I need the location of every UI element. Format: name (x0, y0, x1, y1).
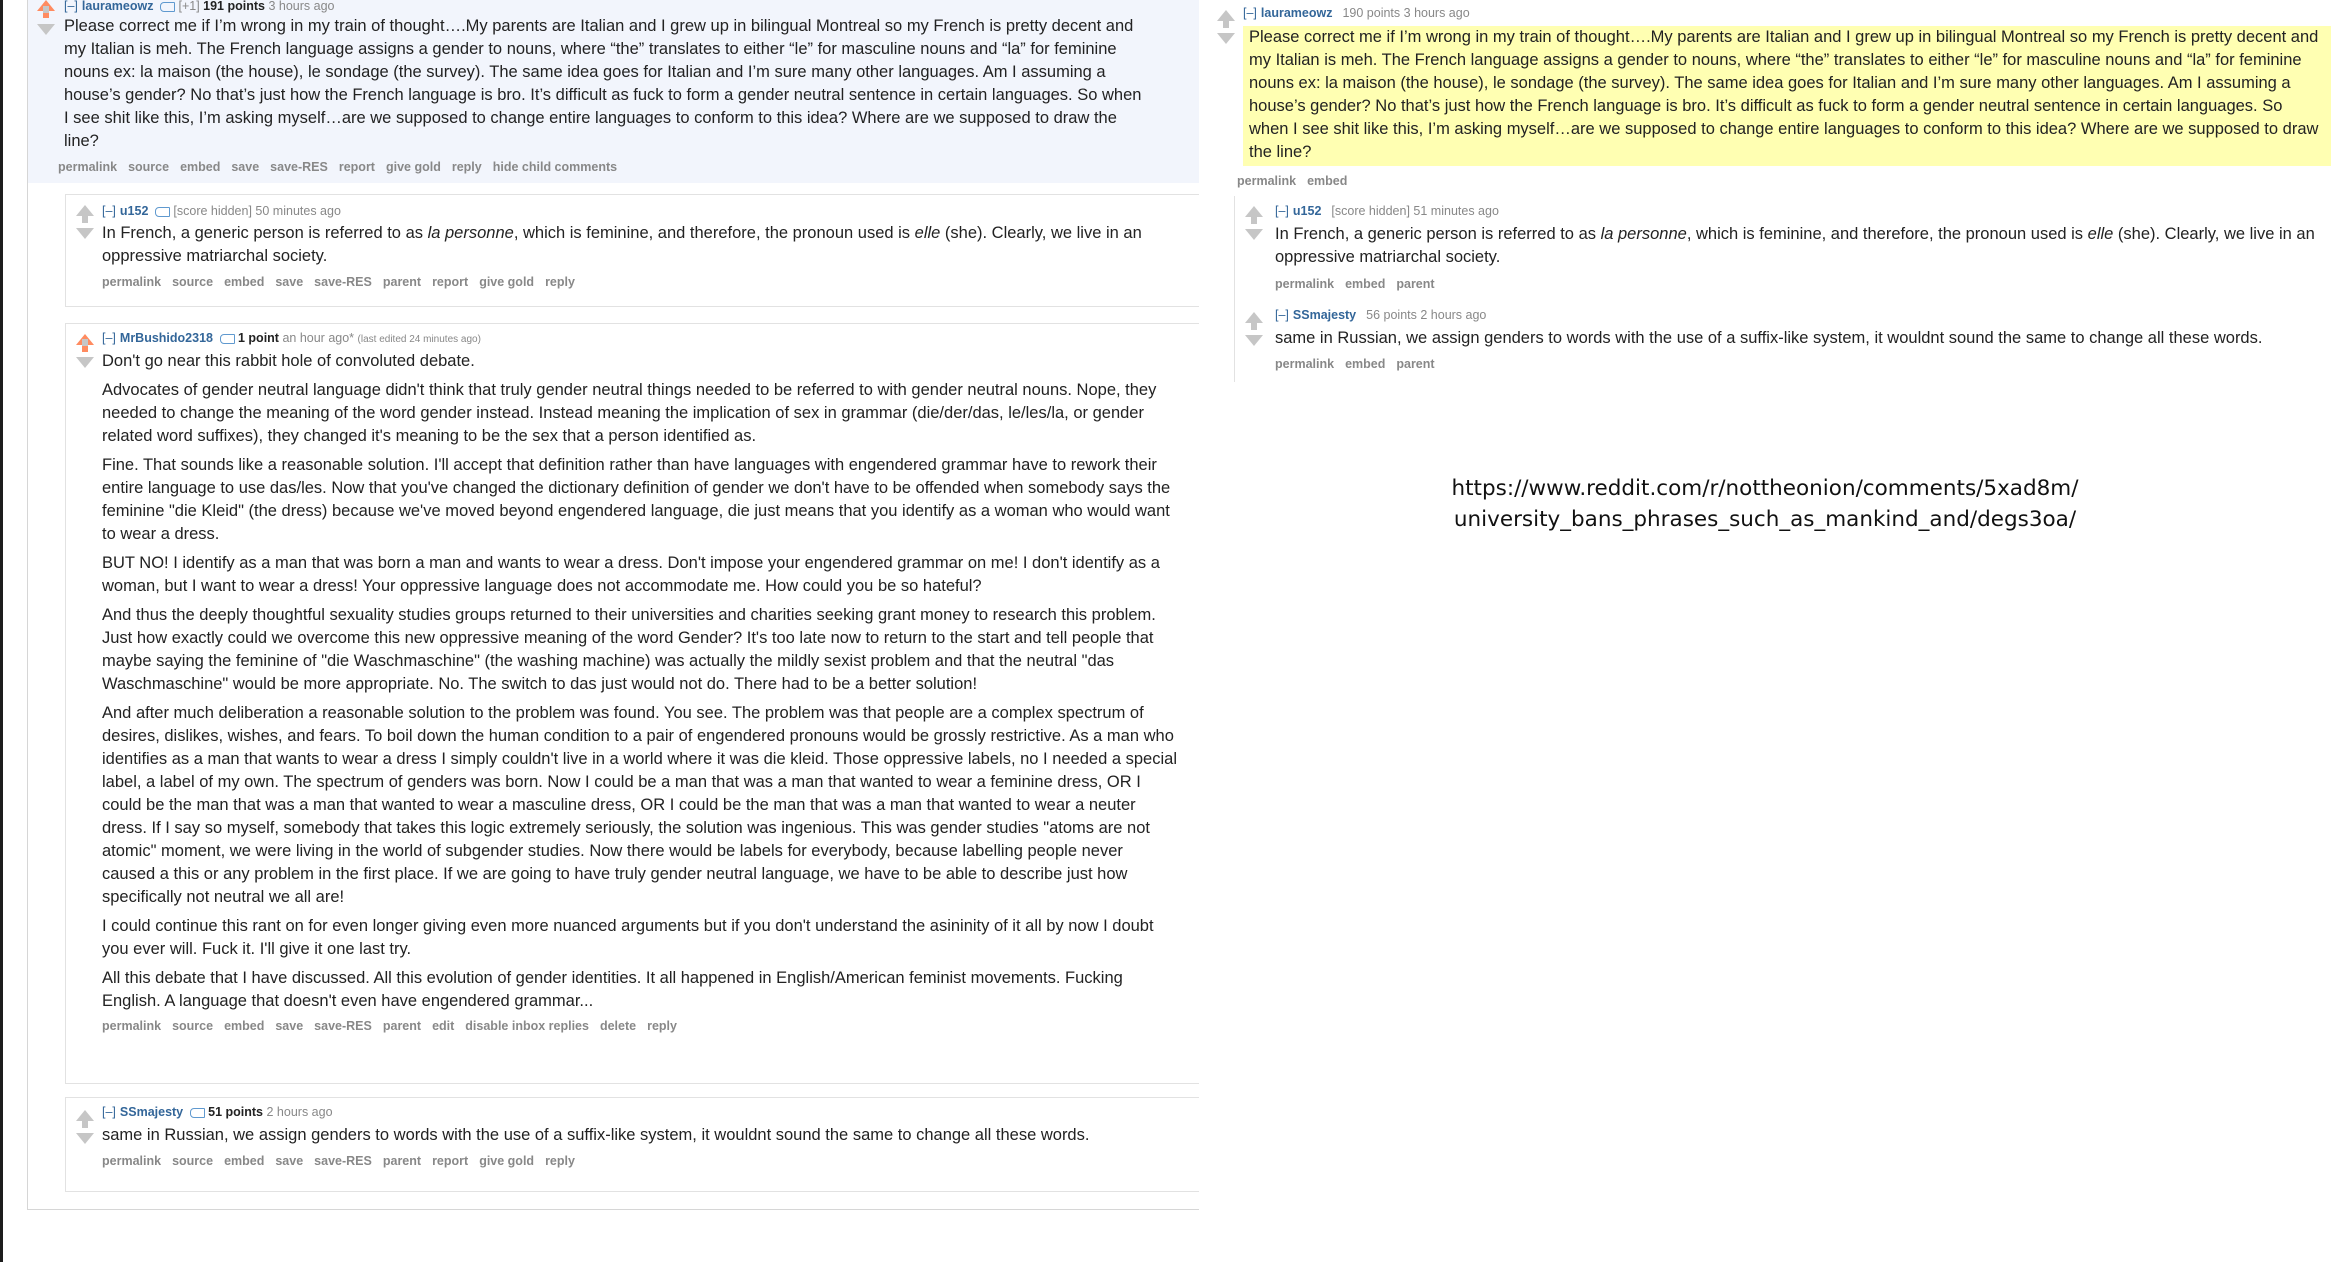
action-save-res-link[interactable]: save-RES (270, 160, 328, 174)
downvote-arrow-icon[interactable] (76, 228, 94, 239)
comment-tagline (1275, 202, 2330, 220)
action-embed-link[interactable]: embed (224, 1019, 265, 1033)
action-give-gold-link[interactable]: give gold (479, 1154, 535, 1168)
vote-arrows (37, 0, 57, 35)
comment-tagline (1243, 4, 2331, 22)
comment-buttons (102, 272, 1182, 292)
comment-score: [score hidden] (173, 204, 252, 218)
comment-time: 50 minutes ago (255, 204, 341, 218)
action-save-res-link[interactable]: save-RES (314, 1019, 372, 1033)
collapse-toggle[interactable]: [–] (1275, 308, 1289, 322)
comment-time: 51 minutes ago (1413, 204, 1499, 218)
action-source-link[interactable]: source (128, 160, 170, 174)
author-link[interactable]: SSmajesty (1292, 308, 1357, 322)
author-link[interactable]: MrBushido2318 (119, 331, 213, 345)
user-tag-icon[interactable] (190, 1108, 205, 1118)
action-save-link[interactable]: save (275, 275, 304, 289)
action-report-link[interactable]: report (338, 160, 375, 174)
action-edit-link[interactable]: edit (432, 1019, 455, 1033)
vote-arrows (76, 1110, 96, 1144)
author-link[interactable]: laurameowz (81, 0, 154, 13)
left-dark-border (0, 0, 3, 1262)
comment-thread-bottom-border (27, 1209, 1199, 1210)
edited-note: (last edited 24 minutes ago) (357, 334, 481, 345)
vote-arrows (76, 205, 96, 239)
action-permalink-link[interactable]: permalink (102, 1154, 162, 1168)
action-source-link[interactable]: source (172, 1019, 214, 1033)
comment-paragraph: And thus the deeply thoughtful sexuality studies groups returned to their universities and charities seeking grant money to research this problem. Just how exactly could we overcome this new oppressive meaning of the word Gender? It's too late now to return to the start and tell people that maybe saying the feminine of "die Waschmaschine" (the washing machine) was actually the mildly sexist problem and that the neutral "das Waschmaschine" would be more appropriate. No. The switch to das just would not do. There had to be a better solution! (102, 606, 1156, 693)
action-reply-link[interactable]: reply (545, 1154, 575, 1168)
action-embed-link[interactable]: embed (1345, 357, 1386, 371)
vote-arrows (1245, 206, 1265, 240)
comment-tagline (102, 202, 1182, 220)
action-hide-child-comments-link[interactable]: hide child comments (492, 160, 618, 174)
comment-time: 3 hours ago (268, 0, 335, 13)
comment-buttons (1275, 274, 2330, 294)
comment-text: Please correct me if I’m wrong in my train of thought….My parents are Italian and I grew up in bilingual Montreal so my French is pretty decent and my Italian is meh. The French language assigns a gender to nouns, where “the” translates to either “le” for masculine nouns and “la” for feminine nouns ex: la maison (the house), le sondage (the survey). The same idea goes for Italian and I’m sure many other languages. Am I assuming a house’s gender? No that’s just how the French language is bro. It’s difficult as fuck to form a gender neutral sentence in certain languages. So when I see shit like this, I’m asking myself…are we supposed to change entire languages to conform to this idea? Where are we supposed to draw the line? (64, 17, 1142, 150)
action-save-res-link[interactable]: save-RES (314, 1154, 372, 1168)
action-permalink-link[interactable]: permalink (1275, 277, 1335, 291)
comment-buttons (58, 157, 1184, 177)
action-embed-link[interactable]: embed (1345, 277, 1386, 291)
comment-body (102, 222, 1162, 268)
comment-time: 2 hours ago (266, 1105, 333, 1119)
action-source-link[interactable]: source (172, 275, 214, 289)
comment-body (102, 350, 1177, 1013)
comment-body (1275, 223, 2330, 269)
action-permalink-link[interactable]: permalink (1275, 357, 1335, 371)
action-parent-link[interactable]: parent (382, 275, 422, 289)
source-url-line-2: university_bans_phrases_such_as_mankind_and/degs3oa/ (1453, 507, 2077, 532)
author-link[interactable]: SSmajesty (119, 1105, 184, 1119)
comment-buttons (102, 1016, 1192, 1036)
action-disable-inbox-replies-link[interactable]: disable inbox replies (465, 1019, 589, 1033)
collapse-toggle[interactable]: [–] (1275, 204, 1289, 218)
comment-paragraph: And after much deliberation a reasonable solution to the problem was found. You see. The problem was that people are a complex spectrum of desires, dislikes, wishes, and fears. To boil down the human condition to a pair of engendered pronouns would be grossly restrictive. As a man who identifies as a man that wants to wear a dress I simply couldn't live in a world where it was die kleid. Those oppressive labels, no I needed a special label, a label of my own. The spectrum of genders was born. Now I could be a man that was a man that wanted to wear a feminine dress, OR I could be the man that was a man that wanted to wear a masculine dress, OR I could be the man that was a man that wanted to wear a neuter dress. If I say so myself, somebody that takes this logic extremely seriously, the solution was ingenious. This was gender studies "atoms are not atomic" moment, we were living in the world of subgender studies. Now there would be labels for everybody, because labelling people never caused a this or any problem in the first place. If we are going to have truly gender neutral language, we have to be able to describe just how specifically not neutral we all are! (102, 704, 1177, 906)
action-save-res-link[interactable]: save-RES (314, 275, 372, 289)
action-reply-link[interactable]: reply (545, 275, 575, 289)
action-permalink-link[interactable]: permalink (58, 160, 118, 174)
action-embed-link[interactable]: embed (1307, 174, 1348, 188)
action-delete-link[interactable]: delete (599, 1019, 637, 1033)
action-parent-link[interactable]: parent (1396, 277, 1435, 291)
comment-paragraph: All this debate that I have discussed. All this evolution of gender identities. It all happened in English/American feminist movements. Fucking English. A language that doesn't even have engendered grammar... (102, 969, 1123, 1010)
downvote-arrow-icon[interactable] (1245, 229, 1263, 240)
comment-paragraph: I could continue this rant on for even longer giving even more nuanced arguments but if you don't understand the asininity of it all by now I doubt you ever will. Fuck it. I'll give it one last try. (102, 917, 1154, 958)
author-link[interactable]: laurameowz (1260, 6, 1333, 20)
comment-tagline (64, 0, 1184, 15)
comment-tagline (102, 329, 1192, 347)
comment-body (64, 15, 1144, 153)
comment-time: 2 hours ago (1420, 308, 1487, 322)
comment-paragraph: Don't go near this rabbit hole of convoluted debate. (102, 352, 475, 370)
vote-arrows (1245, 312, 1265, 346)
downvote-arrow-icon[interactable] (37, 24, 55, 35)
comment-text: Please correct me if I’m wrong in my train of thought….My parents are Italian and I grew up in bilingual Montreal so my French is pretty decent and my Italian is meh. The French language assigns a gender to nouns, where “the” translates to either “le” for masculine nouns and “la” for feminine nouns ex: la maison (the house), le sondage (the survey). The same idea goes for Italian and I’m sure many other languages. Am I assuming a house’s gender? No that’s just how the French language is bro. It’s difficult as fuck to form a gender neutral sentence in certain languages. So when I see shit like this, I’m asking myself…are we supposed to change entire languages to conform to this idea? Where are we supposed to draw the line? (1249, 28, 2319, 161)
comment-score: 51 points (208, 1105, 264, 1119)
action-permalink-link[interactable]: permalink (102, 275, 162, 289)
action-embed-link[interactable]: embed (224, 275, 265, 289)
user-vote-weight: [+1] (178, 0, 200, 13)
action-embed-link[interactable]: embed (180, 160, 221, 174)
comment-paragraph: Advocates of gender neutral language didn't think that truly gender neutral things needed to be referred to with gender neutral nouns. Nope, they needed to change the meaning of the word gender instead. Instead meaning the implication of sex in grammar (die/der/das, le/les/la, or gender related word suffixes), they changed it's meaning to be the sex that a person identified as. (102, 381, 1157, 445)
action-report-link[interactable]: report (432, 1154, 469, 1168)
right-parent-comment (1213, 0, 2331, 195)
action-permalink-link[interactable]: permalink (1237, 174, 1297, 188)
left-parent-comment (28, 0, 1199, 183)
comment-text: In French, a generic person is referred to as la personne, which is feminine, and therefore, the pronoun used is elle (she). Clearly, we live in an oppressive matriarchal society. (102, 224, 1142, 265)
collapse-toggle[interactable]: [–] (102, 1105, 116, 1119)
action-parent-link[interactable]: parent (382, 1019, 422, 1033)
action-give-gold-link[interactable]: give gold (385, 160, 441, 174)
comment-tagline (1275, 306, 2330, 324)
comment-score: 1 point (238, 331, 279, 345)
source-url (1400, 473, 2130, 535)
comment-text: same in Russian, we assign genders to words with the use of a suffix-like system, it wouldnt sound the same to change all these words. (1275, 329, 2263, 347)
vote-arrows (76, 334, 96, 368)
left-u152-comment (65, 194, 1199, 307)
comment-score: 190 points (1342, 6, 1401, 20)
comment-paragraph: Fine. That sounds like a reasonable solution. I'll accept that definition rather than have languages with engendered grammar have to rework their entire language to use das/les. Now that you've changed the dictionary definition of gender we don't have to be offended when somebody says the feminine "die Kleid" (the dress) because we've moved beyond engendered language, die just means that you identify as a woman who would want to wear a dress. (102, 456, 1171, 543)
comment-paragraph: BUT NO! I identify as a man that was born a man and wants to wear a dress. Don't impose your engendered grammar on me! I don't identify as a woman, but I want to wear a dress! Your oppressive language does not accommodate me. How could you be so hateful? (102, 554, 1160, 595)
source-url-line-1: https://www.reddit.com/r/nottheonion/comments/5xad8m/ (1451, 476, 2079, 501)
user-tag-icon[interactable] (155, 207, 170, 217)
comment-score: [score hidden] (1331, 204, 1410, 218)
right-u152-comment (1234, 196, 2331, 300)
action-source-link[interactable]: source (172, 1154, 214, 1168)
comment-score: 56 points (1366, 308, 1417, 322)
action-save-link[interactable]: save (231, 160, 260, 174)
author-link[interactable]: u152 (1292, 204, 1322, 218)
action-reply-link[interactable]: reply (647, 1019, 677, 1033)
author-link[interactable]: u152 (119, 204, 149, 218)
action-reply-link[interactable]: reply (451, 160, 482, 174)
left-mrbushido-comment (65, 323, 1199, 1084)
user-tag-icon[interactable] (220, 334, 235, 344)
comment-score: 191 points (203, 0, 265, 13)
vote-arrows (1217, 10, 1237, 44)
downvote-arrow-icon[interactable] (1245, 335, 1263, 346)
action-save-link[interactable]: save (275, 1019, 304, 1033)
comment-buttons (102, 1151, 1192, 1171)
collapse-toggle[interactable]: [–] (1243, 6, 1257, 20)
comment-text: same in Russian, we assign genders to words with the use of a suffix-like system, it wouldnt sound the same to change all these words. (102, 1126, 1090, 1144)
collapse-toggle[interactable]: [–] (102, 331, 116, 345)
action-permalink-link[interactable]: permalink (102, 1019, 162, 1033)
comment-body (1275, 327, 2330, 350)
downvote-arrow-icon[interactable] (76, 357, 94, 368)
comment-buttons (1275, 354, 2330, 374)
downvote-arrow-icon[interactable] (1217, 33, 1235, 44)
left-ssmajesty-comment (65, 1097, 1199, 1192)
collapse-toggle[interactable]: [–] (64, 0, 78, 13)
action-parent-link[interactable]: parent (382, 1154, 422, 1168)
comment-text: In French, a generic person is referred to as la personne, which is feminine, and therefore, the pronoun used is elle (she). Clearly, we live in an oppressive matriarchal society. (1275, 225, 2315, 266)
downvote-arrow-icon[interactable] (76, 1133, 94, 1144)
comment-time: 3 hours ago (1403, 6, 1470, 20)
comment-body (1243, 26, 2331, 166)
comment-tagline (102, 1103, 1192, 1121)
action-parent-link[interactable]: parent (1396, 357, 1435, 371)
action-report-link[interactable]: report (432, 275, 469, 289)
collapse-toggle[interactable]: [–] (102, 204, 116, 218)
comment-buttons (1237, 171, 2331, 191)
action-embed-link[interactable]: embed (224, 1154, 265, 1168)
comment-time: an hour ago* (282, 331, 355, 345)
comment-body (102, 1124, 1192, 1147)
action-give-gold-link[interactable]: give gold (479, 275, 535, 289)
action-save-link[interactable]: save (275, 1154, 304, 1168)
right-ssmajesty-comment (1234, 300, 2331, 382)
user-tag-icon[interactable] (160, 2, 175, 12)
